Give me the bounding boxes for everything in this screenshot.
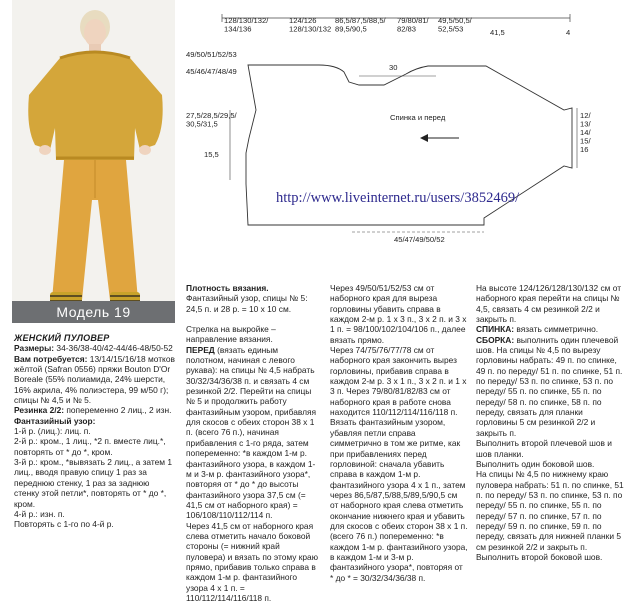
sizes-paragraph: Размеры: 34-36/38-40/42-44/46-48/50-52 (14, 343, 173, 354)
dim-left-2: 45/46/47/48/49 (186, 67, 237, 76)
dim-top-1: 128/130/132/ 134/136 (224, 16, 269, 34)
column-4 (476, 283, 626, 562)
dim-left-3: 27,5/28,5/29,5/ 30,5/31,5 (186, 111, 237, 129)
fancy-row-3: 3-й р.: кром., *вывязать 2 лиц., а затем 1 лиц., вводя правую спицу 1 раз за переднюю стенку, 1 раз за заднюю стенку этой петли*, повторять от * до *, кром. (14, 457, 173, 509)
arrow-left-icon (420, 134, 428, 142)
model-photo (12, 0, 175, 322)
seam-paragraph: Выполнить второй плечевой шов и шов планки. (476, 438, 612, 459)
materials-paragraph: Вам потребуется: 13/14/15/16/18 мотков жёлтой (Safran 0556) пряжи Bouton D'Or Boreale (55% полиамида, 24% шерсти, 16% акрила, 4% полиэстера, 99 м/50 г); спицы № 4,5 и № 5. (14, 353, 175, 406)
back-paragraph: СПИНКА: вязать симметрично. (476, 324, 599, 335)
rib-paragraph: Резинка 2/2: попеременно 2 лиц., 2 изн. (14, 405, 172, 416)
fancy-row-4: 4-й р.: изн. п. (14, 508, 65, 519)
schematic-svg (184, 10, 636, 255)
column-1 (14, 333, 176, 530)
arrow-note: Стрелка на выкройке – направление вязания. (186, 324, 276, 345)
neck-dim: 30 (389, 63, 398, 72)
model-illustration (12, 0, 175, 322)
side-seam-paragraph: Выполнить один боковой шов. (476, 458, 595, 469)
cuff-paragraph: На высоте 124/126/128/130/132 см от наборного края перейти на спицы № 4,5, связать 4 см резинкой 2/2 и закрыть п. (476, 283, 622, 325)
dim-left-4: 15,5 (204, 150, 219, 159)
column-2 (186, 283, 319, 603)
hem-paragraph: На спицы № 4,5 по нижнему краю пуловера набрать: 51 п. по спинке, 51 п. по переду/ 53 п. по спинке, 53 п. по переду/ 55 п. по спинке, 55 п. по переду/ 57 п. по спинке, 57 п. по переду/ 59 п. по спинке, 59 п. по переду, связать для нижней планки 5 см резинкой 2/2 и закрыть п. (476, 469, 624, 552)
neckline-paragraph: Через 49/50/51/52/53 см от наборного края для выреза горловины убавить справа в каждом 2-м р. 1 х 3 п., 3 х 2 п. и 3 х 1 п. = 98/100/102/104/106 п., далее вязать прямо. (330, 283, 467, 345)
fancy-repeat: Повторять с 1-го по 4-й р. (14, 519, 114, 530)
shaping-paragraph: Через 74/75/76/77/78 см от наборного края закончить вырез горловины, прибавив справа в каждом 2-м р. 3 х 1 п., 3 х 2 п. и 1 х 3 п. Через 79/80/81/82/83 см от наборного края в работе снова находится 110/112/114/116/118 п. Вязать фантазийным узором, убавляя петли справа симметрично в том же ритме, как при прибавлениях перед горловиной: сначала убавить справа в каждом 1-м р. фантазийного узора 4 х 1 п., затем через 86,5/87,5/88,5/89,5/90,5 см от наборного края слева отметить окончание нижнего края и убавить для скосов с обеих сторон 38 х 1 п. (всего 76 п.) попеременно: *в каждом 1-м р. фантазийного узора, в каждом 1-м и 3-м р. фантазийного узора*, повторяя от * до * = 30/32/34/36/38 п. (330, 345, 468, 583)
bottom-dim: 45/47/49/50/52 (394, 235, 445, 244)
dim-top-7: 4 (566, 28, 571, 37)
cuff-dim: 12/ 13/ 14/ 15/ 16 (580, 111, 591, 154)
assembly-paragraph: СБОРКА: выполнить один плечевой шов. На спицы № 4,5 по вырезу горловины набрать: 49 п. по спинке, 49 п. по переду/ 51 п. по спинке, 51 п. по переду/ 53 п. по спинке, 53 п. по переду/ 55 п. по спинке, 55 п. по переду/ 58 п. по спинке, 58 п. по переду, связать для планки горловины 5 см резинкой 2/2 и закрыть п. (476, 334, 623, 438)
density-paragraph: Плотность вязания. Фантазийный узор, спицы № 5: 24,5 п. и 28 р. = 10 х 10 см. (186, 283, 308, 314)
fancy-row-1: 1-й р. (лиц.): лиц. п. (14, 426, 91, 437)
model-label: Модель 19 (12, 301, 175, 323)
front-cont-paragraph: Через 41,5 см от наборного края слева отметить начало боковой стороны (= нижний край пуловера) и вязать по этому краю прямо, прибавив только справа в каждом 1-м р. фантазийного узора 4 х 1 п. = 110/112/114/116/118 п. (186, 520, 318, 603)
dim-top-2: 124/126 128/130/132 (289, 16, 332, 34)
pattern-schematic (184, 10, 636, 255)
column-3 (330, 283, 468, 583)
pattern-title: ЖЕНСКИЙ ПУЛОВЕР (14, 333, 110, 343)
final-seam-paragraph: Выполнить второй боковой шов. (476, 551, 603, 562)
dim-top-3: 86,5/87,5/88,5/ 89,5/90,5 (335, 16, 386, 34)
fancy-row-2: 2-й р.: кром., 1 лиц., *2 п. вместе лиц.*, повторять от * до *, кром. (14, 436, 166, 457)
front-paragraph: ПЕРЕД (вязать единым полотном, начиная с левого рукава): на спицы № 4,5 набрать 30/32/34/36/38 п. и связать 4 см резинкой 2/2. Перейти на спицы № 5 и продолжить работу фантазийным узором, прибавляя для скосов с обеих сторон 38 х 1 п. (всего 76 п.), начиная прибавления с 1-го ряда, затем попеременно: *в каждом 1-м р. фантазийного узора, в каждом 1-м и 3-м р. фантазийного узора*, повторяя от * до * до высоты фантазийного узора 37,5 см (= 41,5 см от наборного края) = 106/108/110/112/114 п. (186, 344, 317, 521)
dim-top-4: 79/80/81/ 82/83 (397, 16, 429, 34)
piece-label: Спинка и перед (390, 113, 446, 122)
dim-top-6: 41,5 (490, 28, 505, 37)
watermark-url: http://www.liveinternet.ru/users/3852469/ (276, 190, 520, 206)
fancy-heading: Фантазийный узор: (14, 415, 96, 426)
dim-top-5: 49,5/50,5/ 52,5/53 (438, 16, 472, 34)
dim-left-1: 49/50/51/52/53 (186, 50, 237, 59)
